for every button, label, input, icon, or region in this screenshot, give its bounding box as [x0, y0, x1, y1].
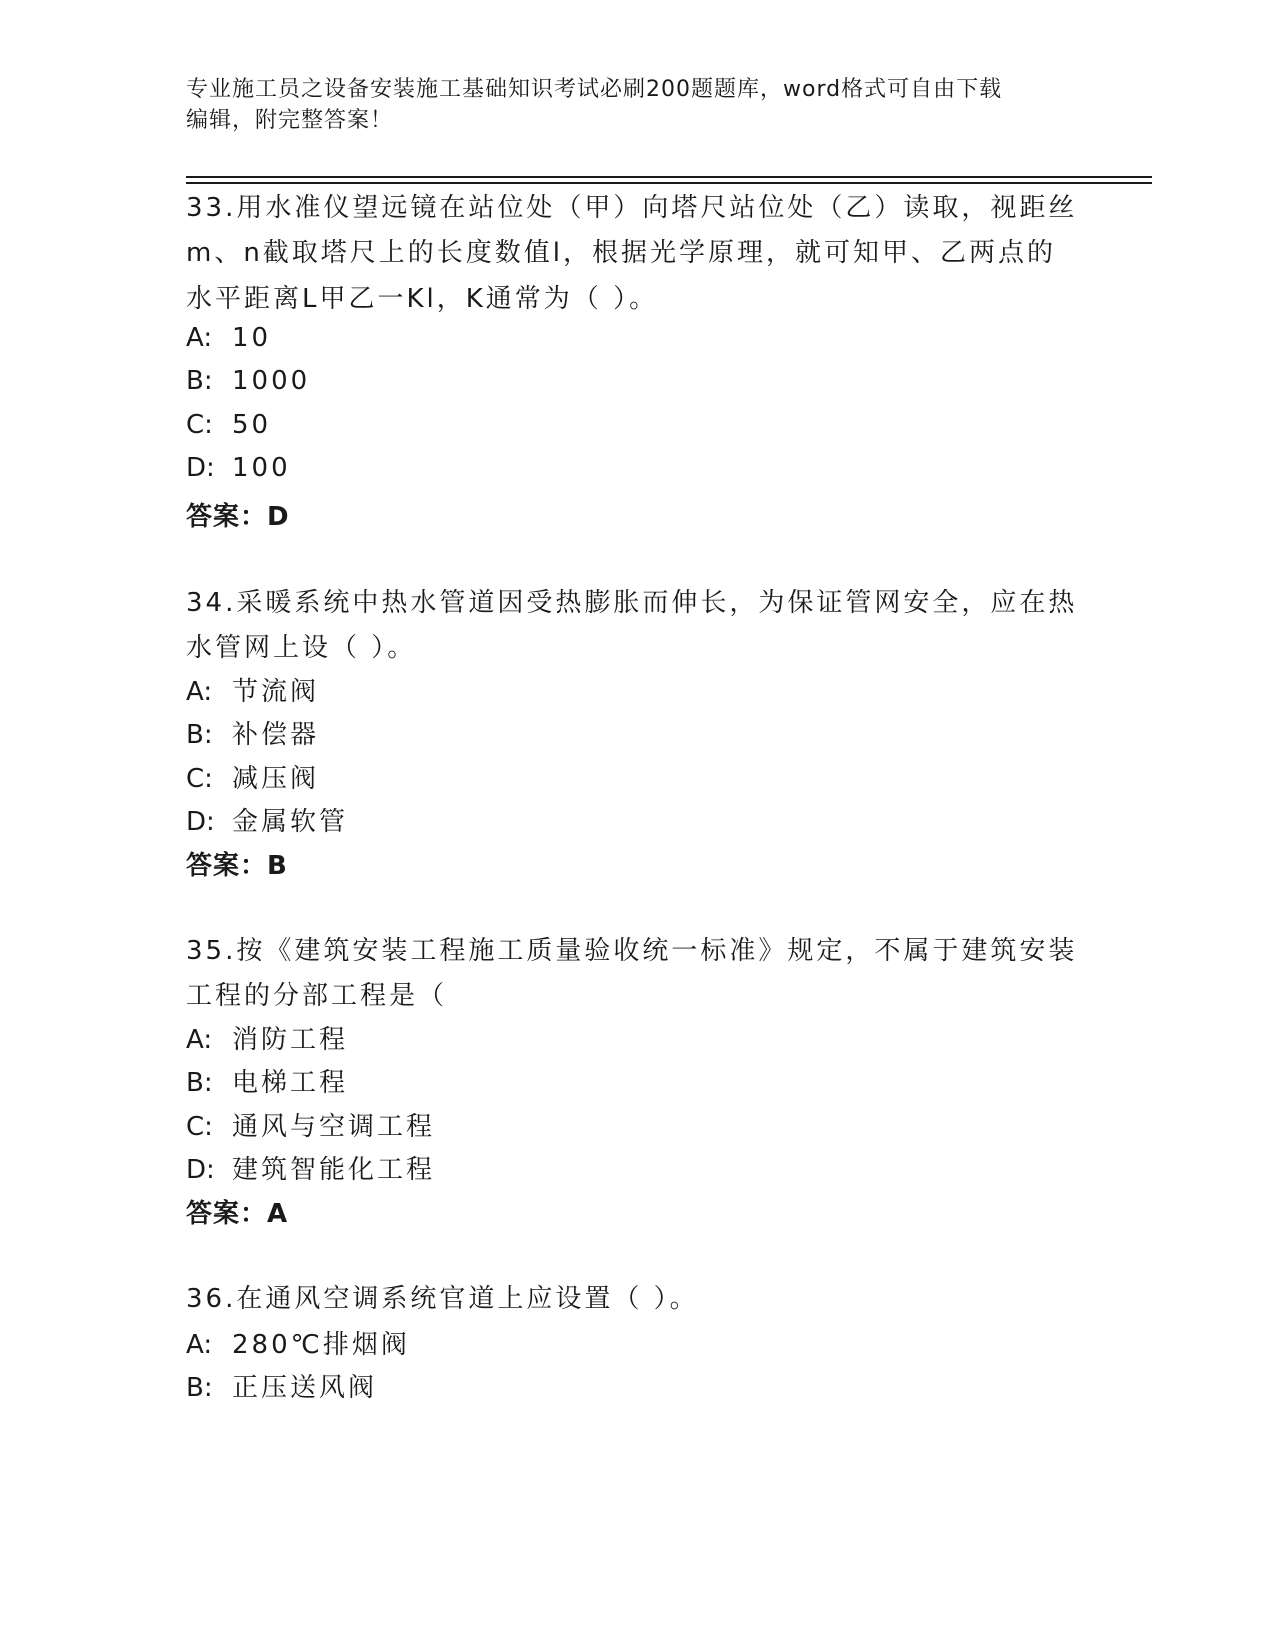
option-label: D: — [186, 453, 215, 483]
question-34-option-d — [186, 801, 348, 838]
option-text: 50 — [232, 410, 272, 440]
option-text: 280℃排烟阀 — [232, 1330, 410, 1360]
option-text: 消防工程 — [232, 1025, 349, 1055]
option-text: 正压送风阀 — [232, 1373, 378, 1403]
option-label: B: — [186, 366, 213, 396]
option-text: 电梯工程 — [232, 1068, 349, 1098]
header-divider-top — [186, 176, 1152, 178]
question-35-option-d — [186, 1149, 435, 1186]
question-35-stem-line-2: 工程的分部工程是（ — [186, 981, 448, 1011]
question-35-stem-line-1: 35.按《建筑安装工程施工质量验收统一标准》规定，不属于建筑安装 — [186, 936, 1078, 966]
option-text: 补偿器 — [232, 720, 320, 750]
option-text: 建筑智能化工程 — [232, 1155, 436, 1185]
document-header — [186, 74, 1086, 136]
header-line-1: 专业施工员之设备安装施工基础知识考试必刷200题题库，word格式可自由下载 — [186, 77, 1003, 102]
option-label: A: — [186, 1025, 213, 1055]
option-text: 100 — [232, 453, 291, 483]
question-35-option-b — [186, 1062, 348, 1099]
option-label: C: — [186, 764, 213, 794]
question-34-option-a — [186, 671, 319, 708]
option-label: B: — [186, 720, 213, 750]
header-line-2: 编辑，附完整答案！ — [186, 108, 394, 133]
question-33-option-c — [186, 410, 271, 440]
header-divider-bottom — [186, 182, 1152, 184]
option-text: 金属软管 — [232, 807, 349, 837]
option-text: 1000 — [232, 366, 311, 396]
question-35-option-c — [186, 1106, 435, 1143]
question-36-option-b — [186, 1367, 377, 1404]
option-label: D: — [186, 1155, 215, 1185]
question-33-option-d — [186, 453, 291, 483]
option-text: 10 — [232, 323, 272, 353]
question-33-option-b — [186, 366, 310, 396]
question-33-answer: 答案：D — [186, 502, 290, 532]
question-33-stem-line-1: 33.用水准仪望远镜在站位处（甲）向塔尺站位处（乙）读取，视距丝 — [186, 193, 1078, 223]
option-label: B: — [186, 1068, 213, 1098]
question-33-stem-line-3: 水平距离L甲乙一Kl，K通常为（ ）。 — [186, 284, 659, 314]
option-label: A: — [186, 1330, 213, 1360]
question-36-stem-line-1: 36.在通风空调系统官道上应设置（ ）。 — [186, 1284, 699, 1314]
question-35-option-a — [186, 1019, 348, 1056]
option-label: C: — [186, 1112, 213, 1142]
option-label: A: — [186, 323, 213, 353]
question-35-answer: 答案：A — [186, 1199, 289, 1229]
option-text: 节流阀 — [232, 677, 320, 707]
question-34-stem-line-2: 水管网上设（ ）。 — [186, 633, 417, 663]
option-label: B: — [186, 1373, 213, 1403]
option-label: C: — [186, 410, 213, 440]
option-label: D: — [186, 807, 215, 837]
option-text: 通风与空调工程 — [232, 1112, 436, 1142]
question-34-option-c — [186, 758, 319, 795]
question-33-option-a — [186, 323, 271, 353]
question-36-option-a — [186, 1324, 410, 1361]
option-text: 减压阀 — [232, 764, 320, 794]
option-label: A: — [186, 677, 213, 707]
question-34-option-b — [186, 714, 319, 751]
question-33-stem-line-2: m、n截取塔尺上的长度数值l，根据光学原理，就可知甲、乙两点的 — [186, 238, 1057, 268]
question-34-stem-line-1: 34.采暖系统中热水管道因受热膨胀而伸长，为保证管网安全，应在热 — [186, 588, 1078, 618]
question-34-answer: 答案：B — [186, 851, 288, 881]
